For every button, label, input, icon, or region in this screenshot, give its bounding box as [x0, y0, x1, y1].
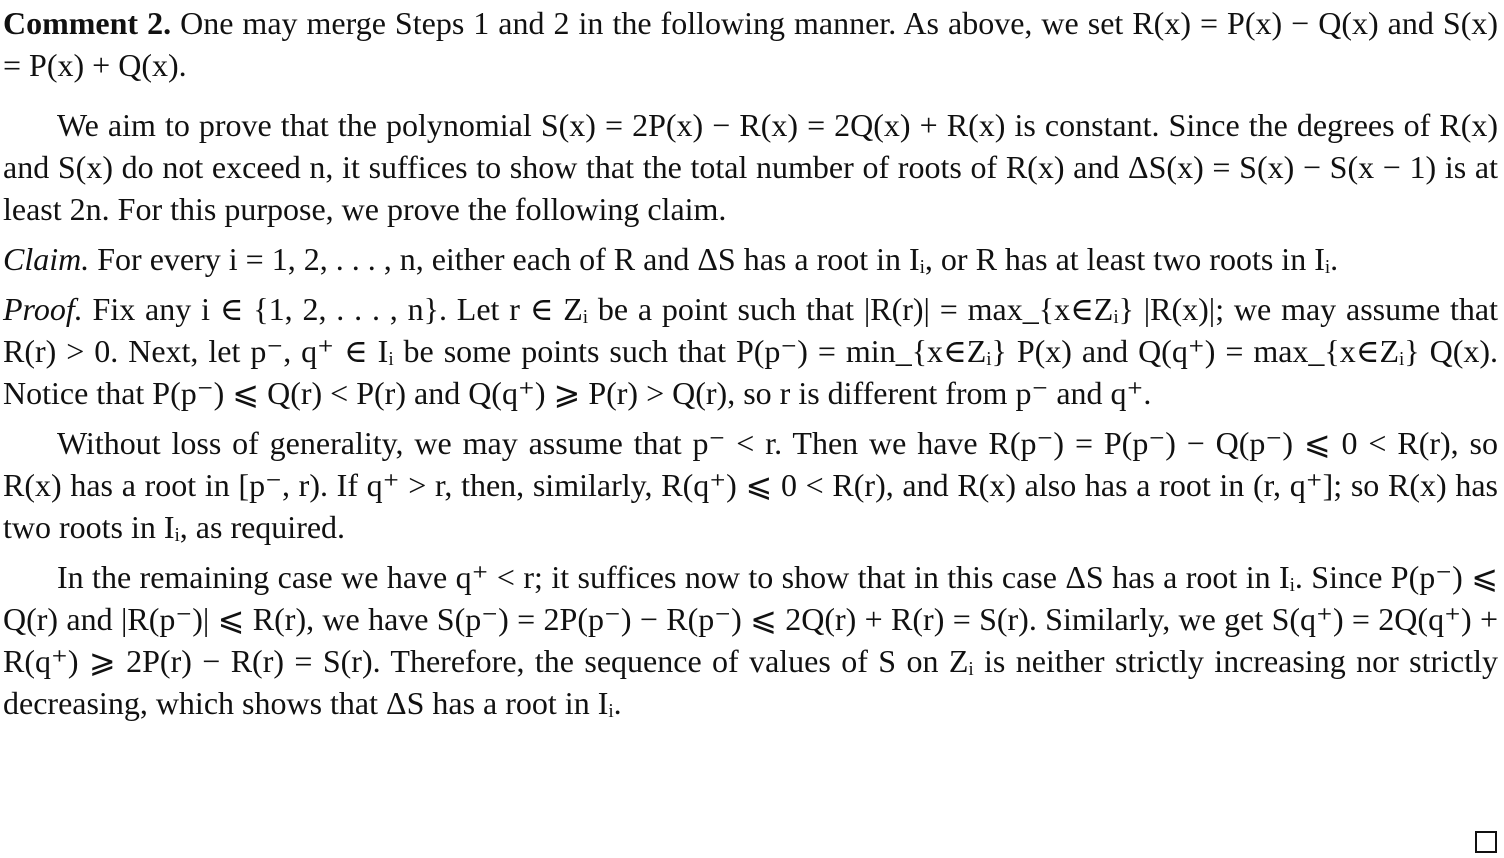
proof-paragraph [3, 288, 1498, 414]
aim-paragraph: We aim to prove that the polynomial S(x) = 2P(x) − R(x) = 2Q(x) + R(x) is constant. Since the degrees of R(x) and S(x) do not exceed n, it suffices to show that the total number of roots of R(x) and ΔS(x) = S(x) − S(x − 1) is at least 2n. For this purpose, we prove the following claim. [3, 107, 1498, 227]
proof-label: Proof. [3, 291, 83, 327]
comment-label: Comment 2. [3, 5, 172, 41]
remaining-case-paragraph: In the remaining case we have q⁺ < r; it suffices now to show that in this case ΔS has a root in Iᵢ. Since P(p⁻) ⩽ Q(r) and |R(p⁻)| ⩽ R(r), we have S(p⁻) = 2P(p⁻) − R(p⁻) ⩽ 2Q(r) + R(r) = S(r). Similarly, we get S(q⁺) = 2Q(q⁺) + R(q⁺) ⩾ 2P(r) − R(r) = S(r). Therefore, the sequence of values of S on Zᵢ is neither strictly increasing nor strictly decreasing, which shows that ΔS has a root in Iᵢ. [3, 559, 1498, 721]
proof-text: Fix any i ∈ {1, 2, . . . , n}. Let r ∈ Zᵢ be a point such that |R(r)| = max_{x∈Zᵢ} |R(x)|; we may assume that R(r) > 0. Next, let p⁻, q⁺ ∈ Iᵢ be some points such that P(p⁻) = min_{x∈Zᵢ} P(x) and Q(q⁺) = max_{x∈Zᵢ} Q(x). Notice that P(p⁻) ⩽ Q(r) < P(r) and Q(q⁺) ⩾ P(r) > Q(r), so r is different from p⁻ and q⁺. [3, 291, 1499, 411]
comment-text: One may merge Steps 1 and 2 in the following manner. As above, we set R(x) = P(x) − Q(x) and S(x) = P(x) + Q(x). [3, 5, 1499, 83]
comment-paragraph [3, 2, 1498, 86]
qed-square-icon [1475, 831, 1497, 853]
claim-label: Claim. [3, 241, 90, 277]
claim-text: For every i = 1, 2, . . . , n, either each of R and ΔS has a root in Iᵢ, or R has at least two roots in Iᵢ. [97, 241, 1339, 277]
claim-paragraph [3, 238, 1498, 280]
wlog-paragraph: Without loss of generality, we may assume that p⁻ < r. Then we have R(p⁻) = P(p⁻) − Q(p⁻) ⩽ 0 < R(r), so R(x) has a root in [p⁻, r). If q⁺ > r, then, similarly, R(q⁺) ⩽ 0 < R(r), and R(x) also has a root in (r, q⁺]; so R(x) has two roots in Iᵢ, as required. [3, 425, 1499, 545]
